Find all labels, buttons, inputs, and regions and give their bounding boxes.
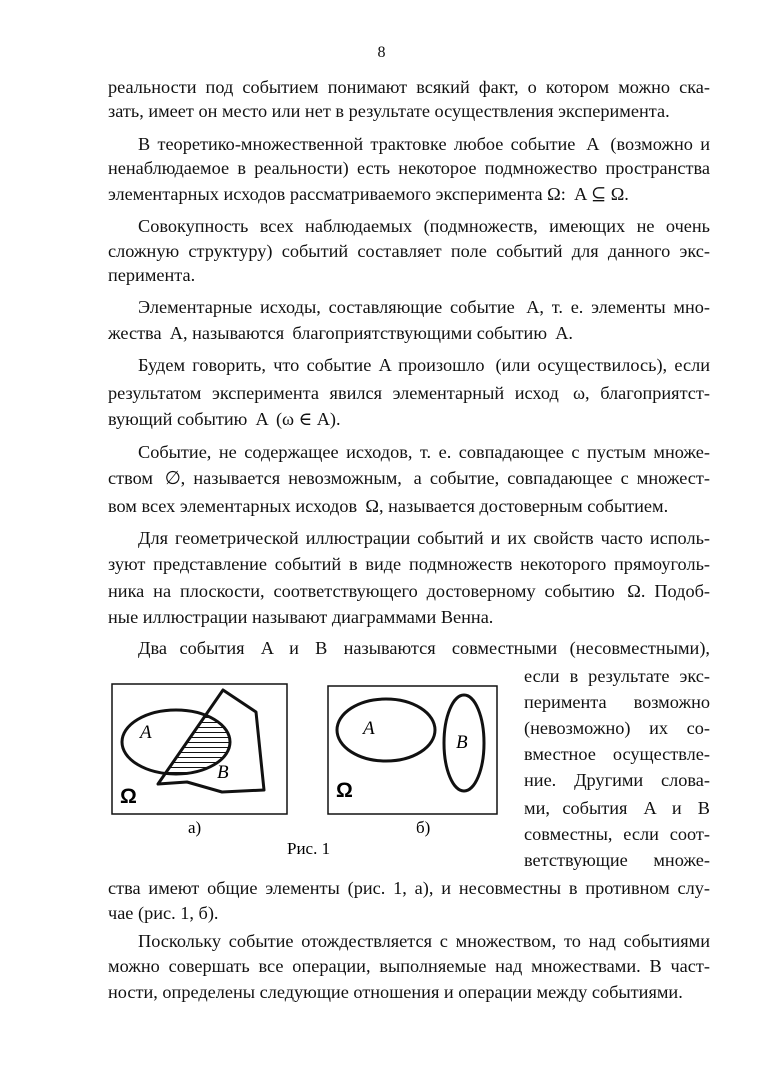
text-line: Событие, не содержащее исходов, т. е. совпадающее с пустым множе- — [138, 442, 710, 462]
label-a-right: A — [363, 718, 375, 739]
label-b-right: B — [456, 732, 468, 753]
side-text-line: совместны, если соот- — [524, 824, 710, 844]
figure-caption: Рис. 1 — [287, 839, 331, 858]
text-line: Будем говорить, что событие A произошло (или осуществилось), если — [138, 355, 710, 375]
text-line: ные иллюстрации называют диаграммами Венна. — [108, 607, 494, 627]
sublabel-a: а) — [188, 818, 202, 837]
text-line: Для геометрической иллюстрации событий и их свойств часто исполь- — [138, 528, 710, 548]
text-line: ника на плоскости, соответствующего достоверному событию Ω. Подоб- — [108, 581, 710, 601]
text-line: В теоретико-множественной трактовке любое событие A (возможно и — [138, 134, 710, 154]
text-line: элементарных исходов рассматриваемого эксперимента Ω: A ⊆ Ω. — [108, 184, 629, 204]
text-line: ства имеют общие элементы (рис. 1, а), и несовместны в противном слу- — [108, 878, 710, 898]
text-line: сложную структуру) событий составляет поле событий для данного экс- — [108, 241, 710, 261]
side-text-line: ние. Другими слова- — [524, 770, 710, 790]
text-line: перимента. — [108, 265, 196, 285]
text-line: зать, имеет он место или нет в результате осуществления эксперимента. — [108, 101, 670, 121]
text-line: результатом эксперимента явился элементарный исход ω, благоприятст- — [108, 383, 710, 403]
side-text-line: ветствующие множе- — [524, 850, 710, 870]
text-line: ством ∅, называется невозможным, а событие, совпадающее с множест- — [108, 468, 710, 488]
text-line: ности, определены следующие отношения и операции между событиями. — [108, 982, 683, 1002]
text-line: ненаблюдаемое в реальности) есть некоторое подмножество пространства — [108, 158, 710, 178]
label-b-left: B — [217, 762, 229, 783]
omega-label-left: Ω — [120, 785, 137, 808]
text-line: вом всех элементарных исходов Ω, называется достоверным событием. — [108, 496, 669, 516]
text-line: Поскольку событие отождествляется с множеством, то над событиями — [138, 931, 710, 951]
event-a-ellipse-right — [337, 699, 435, 761]
page-number: 8 — [377, 44, 386, 61]
side-text-line: ми, события A и B — [524, 798, 710, 818]
sublabel-b: б) — [416, 818, 431, 837]
side-text-line: если в результате экс- — [524, 666, 710, 686]
text-line: вующий событию A (ω ∈ A). — [108, 409, 341, 429]
text-line: Два события A и B называются совместными (несовместными), — [138, 638, 710, 658]
side-text-line: (невозможно) их со- — [524, 718, 710, 738]
text-line: чае (рис. 1, б). — [108, 903, 219, 923]
side-text-line: вместное осуществле- — [524, 744, 710, 764]
side-text-line: перимента возможно — [524, 692, 710, 712]
omega-label-right: Ω — [336, 779, 353, 802]
text-line: зуют представление событий в виде подмножеств некоторого прямоуголь- — [108, 554, 710, 574]
text-line: Элементарные исходы, составляющие событие A, т. е. элементы мно- — [138, 297, 710, 317]
text-line: жества A, называются благоприятствующими событию A. — [108, 323, 573, 343]
text-line: реальности под событием понимают всякий факт, о котором можно ска- — [108, 77, 710, 97]
text-line: Совокупность всех наблюдаемых (подмножеств, имеющих не очень — [138, 216, 710, 236]
text-line: можно совершать все операции, выполняемые над множествами. В част- — [108, 956, 710, 976]
label-a-left: A — [140, 722, 152, 743]
